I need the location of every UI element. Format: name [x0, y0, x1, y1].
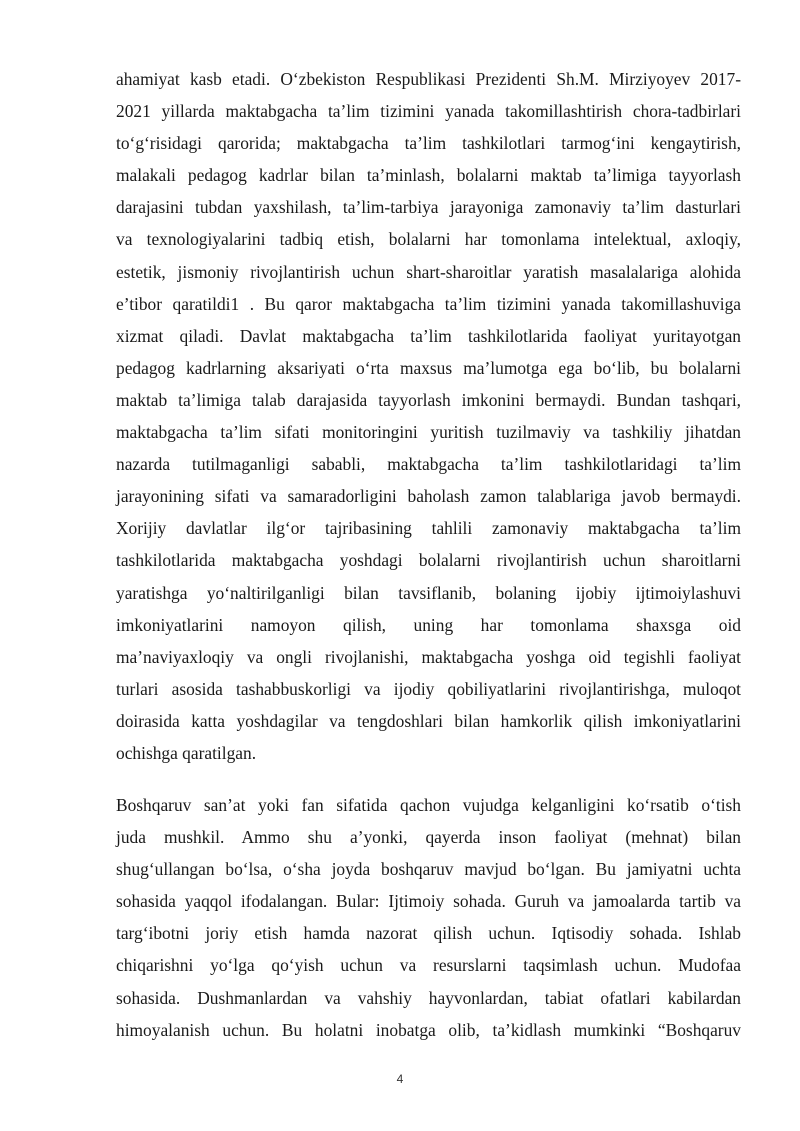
paragraph-preschool-education: [116, 63, 741, 769]
text-line: sohasida. Dushmanlardan va vahshiy hayvonlardan, tabiat ofatlari kabilardan: [116, 987, 741, 1008]
page-number: 4: [396, 1072, 404, 1086]
text-line: tashkilotlarida maktabgacha yoshdagi bolalarni rivojlantirish uchun sharoitlarni: [116, 550, 741, 571]
text-line: va texnologiyalarini tadbiq etish, bolalarni har tomonlama intelektual, axloqiy,: [116, 229, 741, 250]
text-line: ahamiyat kasb etadi. O‘zbekiston Respublikasi Prezidenti Sh.M. Mirziyoyev 2017-: [116, 69, 741, 89]
text-line: maktabgacha ta’lim sifati monitoringini yuritish tuzilmaviy va tashkiliy jihatdan: [116, 422, 741, 443]
text-line: Boshqaruv san’at yoki fan sifatida qachon vujudga kelganligini ko‘rsatib o‘tish: [116, 795, 741, 815]
text-line: chiqarishni yo‘lga qo‘yish uchun va resurslarni taqsimlash uchun. Mudofaa: [116, 955, 741, 976]
text-line: sohasida yaqqol ifodalangan. Bular: Ijtimoiy sohada. Guruh va jamoalarda tartib va: [116, 891, 741, 912]
text-line: malakali pedagog kadrlar bilan ta’minlash, bolalarni maktab ta’limiga tayyorlash: [116, 165, 741, 186]
text-line: turlari asosida tashabbuskorligi va ijodiy qobiliyatlarini rivojlantirishga, muloqot: [116, 678, 741, 699]
text-line: 2021 yillarda maktabgacha ta’lim tizimini yanada takomillashtirish chora-tadbirlari: [116, 101, 741, 122]
text-line: doirasida katta yoshdagilar va tengdoshlari bilan hamkorlik qilish imkoniyatlarini: [116, 710, 741, 731]
text-line: ochishga qaratilgan.: [116, 742, 257, 763]
text-line: himoyalanish uchun. Bu holatni inobatga olib, ta’kidlash mumkinki “Boshqaruv: [116, 1019, 741, 1040]
text-line: nazarda tutilmaganligi sababli, maktabgacha ta’lim tashkilotlaridagi ta’lim: [116, 454, 741, 475]
text-line: e’tibor qaratildi1 . Bu qaror maktabgacha ta’lim tizimini yanada takomillashuviga: [116, 293, 741, 314]
text-line: shug‘ullangan bo‘lsa, o‘sha joyda boshqaruv mavjud bo‘lgan. Bu jamiyatni uchta: [116, 859, 741, 880]
text-line: Xorijiy davlatlar ilg‘or tajribasining tahlili zamonaviy maktabgacha ta’lim: [116, 518, 741, 539]
text-line: maktab ta’limiga talab darajasida tayyorlash imkonini bermaydi. Bundan tashqari,: [116, 389, 741, 410]
text-line: xizmat qiladi. Davlat maktabgacha ta’lim tashkilotlarida faoliyat yuritayotgan: [116, 325, 741, 346]
text-line: juda mushkil. Ammo shu a’yonki, qayerda inson faoliyat (mehnat) bilan: [116, 827, 741, 848]
text-line: ma’naviyaxloqiy va ongli rivojlanishi, maktabgacha yoshga oid tegishli faoliyat: [116, 646, 741, 667]
text-line: jarayonining sifati va samaradorligini baholash zamon talablariga javob bermaydi.: [116, 486, 741, 507]
text-line: darajasini tubdan yaxshilash, ta’lim-tarbiya jarayoniga zamonaviy ta’lim dasturlari: [116, 197, 741, 218]
text-line: pedagog kadrlarning aksariyati o‘rta maxsus ma’lumotga ega bo‘lib, bu bolalarni: [116, 357, 741, 378]
text-line: estetik, jismoniy rivojlantirish uchun shart-sharoitlar yaratish masalalariga alohida: [116, 261, 741, 282]
text-line: targ‘ibotni joriy etish hamda nazorat qilish uchun. Iqtisodiy sohada. Ishlab: [116, 923, 741, 944]
text-line: yaratishga yo‘naltirilganligi bilan tavsiflanib, bolaning ijobiy ijtimoiylashuvi: [116, 582, 741, 603]
text-line: imkoniyatlarini namoyon qilish, uning har tomonlama shaxsga oid: [116, 614, 741, 635]
text-line: to‘g‘risidagi qarorida; maktabgacha ta’lim tashkilotlari tarmog‘ini kengaytirish,: [116, 133, 741, 154]
paragraph-management: [116, 789, 741, 1046]
